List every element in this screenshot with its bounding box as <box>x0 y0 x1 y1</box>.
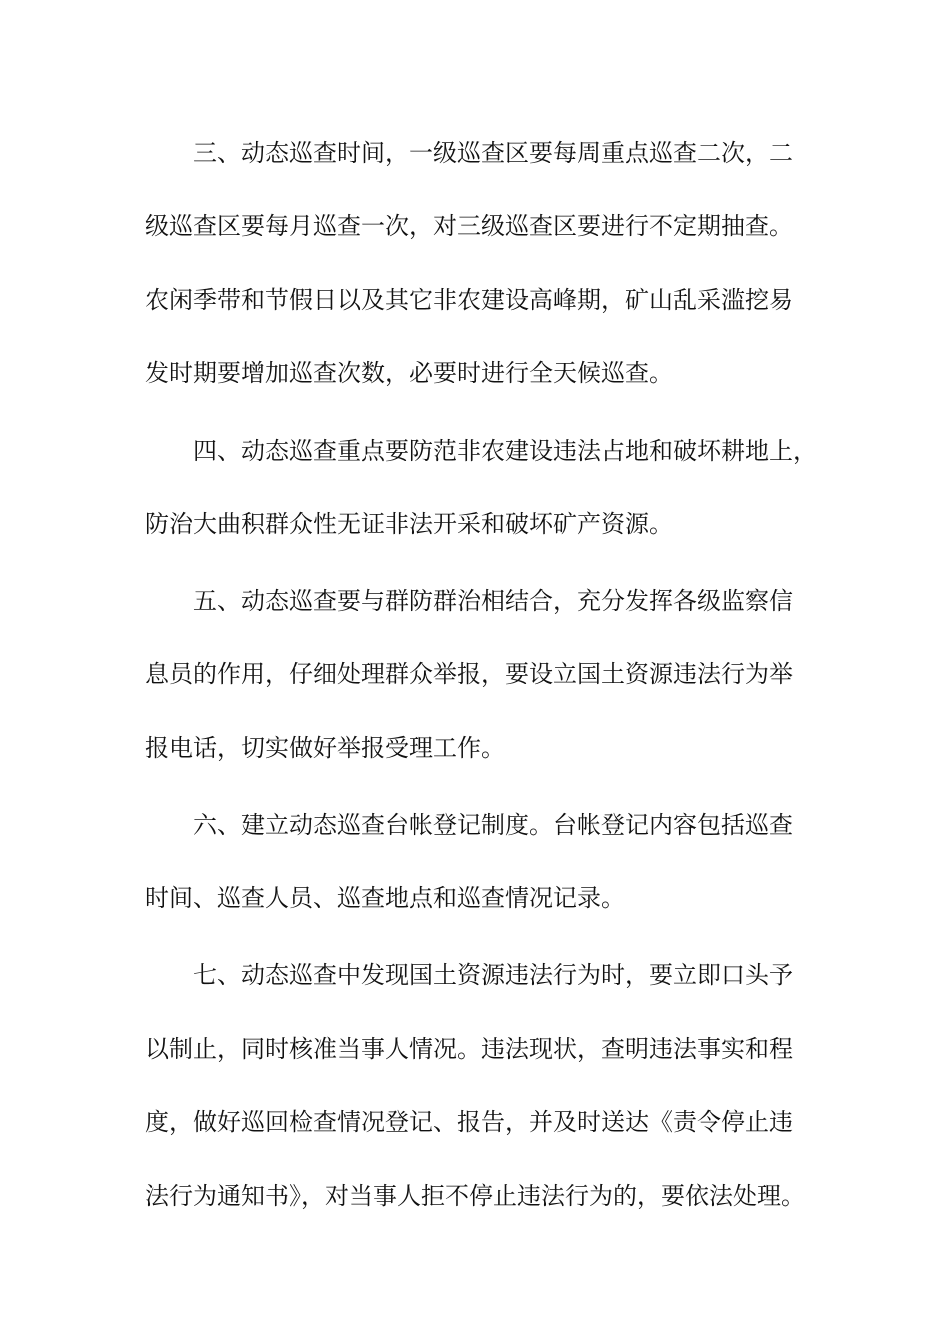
text-line: 六、建立动态巡查台帐登记制度。台帐登记内容包括巡查 <box>193 811 793 839</box>
text-line: 五、动态巡查要与群防群治相结合，充分发挥各级监察信 <box>193 587 793 615</box>
text-line: 法行为通知书》，对当事人拒不停止违法行为的，要依法处理。 <box>145 1182 805 1210</box>
text-line: 度，做好巡回检查情况登记、报告，并及时送达《责令停止违 <box>145 1108 793 1136</box>
text-line: 发时期要增加巡查次数，必要时进行全天候巡查。 <box>145 359 673 387</box>
text-line: 七、动态巡查中发现国土资源违法行为时，要立即口头予 <box>193 961 793 989</box>
text-line: 报电话，切实做好举报受理工作。 <box>145 734 505 762</box>
text-line: 时间、巡查人员、巡查地点和巡查情况记录。 <box>145 884 625 912</box>
text-line: 以制止，同时核准当事人情况。违法现状，查明违法事实和程 <box>145 1035 793 1063</box>
text-line: 息员的作用，仔细处理群众举报，要设立国土资源违法行为举 <box>145 660 793 688</box>
text-line: 级巡查区要每月巡查一次，对三级巡查区要进行不定期抽查。 <box>145 212 793 240</box>
text-line: 防治大曲积群众性无证非法开采和破坏矿产资源。 <box>145 510 673 538</box>
text-line: 三、动态巡查时间，一级巡查区要每周重点巡查二次，二 <box>193 139 793 167</box>
text-line: 四、动态巡查重点要防范非农建设违法占地和破坏耕地上， <box>193 437 817 465</box>
text-line: 农闲季带和节假日以及其它非农建设高峰期，矿山乱采滥挖易 <box>145 286 793 314</box>
